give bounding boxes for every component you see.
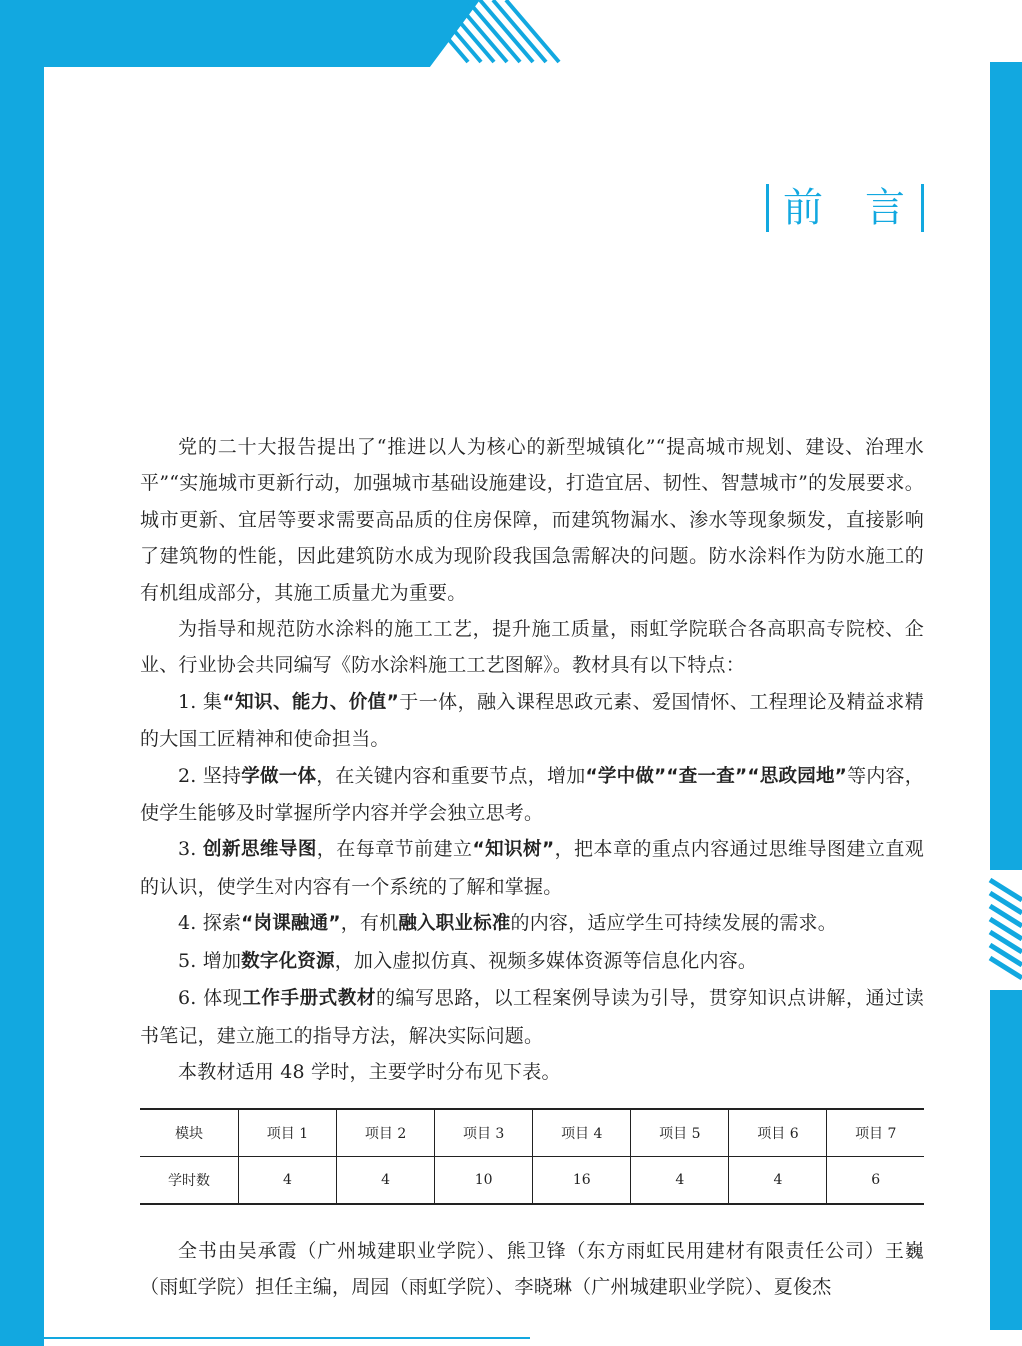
table-cell: 项目 3 <box>435 1109 533 1157</box>
feature-4-text-b: ，有机 <box>340 912 399 935</box>
feature-5-text-a: 5. 增加 <box>178 949 242 972</box>
title-char-2: 言 <box>865 185 905 231</box>
table-row <box>140 1157 924 1205</box>
table-cell: 4 <box>238 1157 336 1205</box>
table-cell: 10 <box>435 1157 533 1205</box>
feature-1-text-b: 于一体，融入课程思政元素、爱国情怀、工程理论及精益求精的大国工匠精神和使命担当。 <box>140 690 925 751</box>
table-cell: 6 <box>827 1157 924 1205</box>
table-cell: 项目 2 <box>337 1109 435 1157</box>
feature-3-bold-b: “知识树” <box>472 839 555 861</box>
feature-2-bold-b: “学中做”“查一查”“思政园地” <box>585 765 848 787</box>
feature-5-bold-a: 数字化资源 <box>241 950 335 972</box>
table-cell: 项目 6 <box>729 1109 827 1157</box>
closing-paragraph: 全书由吴承霞（广州城建职业学院）、熊卫锋（东方雨虹民用建材有限责任公司）王巍（雨虹学院）担任主编，周园（雨虹学院）、李晓琳（广州城建职业学院）、夏俊杰 <box>140 1240 924 1299</box>
closing-text <box>140 1233 924 1306</box>
page-title <box>766 184 924 232</box>
feature-4 <box>140 905 924 942</box>
table-cell: 16 <box>533 1157 631 1205</box>
feature-1-bold-a: “知识、能力、价值” <box>222 691 399 713</box>
table-cell: 学时数 <box>167 1173 210 1189</box>
feature-3-bold-a: 创新思维导图 <box>203 839 317 861</box>
feature-3-text-c: ，把本章的重点内容通过思维导图建立直观的认识，使学生对内容有一个系统的了解和掌握。 <box>140 838 924 898</box>
feature-4-text-a: 4. 探索 <box>178 912 242 935</box>
table-cell: 4 <box>631 1157 729 1205</box>
feature-3-text-b: ，在每章节前建立 <box>316 838 473 861</box>
feature-1-text-a: 1. 集 <box>178 690 223 713</box>
feature-6-bold-a: 工作手册式教材 <box>242 988 376 1010</box>
feature-4-bold-b: 融入职业标准 <box>398 913 511 935</box>
feature-3 <box>140 831 924 905</box>
table-cell: 4 <box>337 1157 435 1205</box>
table-cell: 项目 4 <box>533 1109 631 1157</box>
title-char-1: 前 <box>783 185 823 231</box>
feature-6 <box>140 980 924 1054</box>
top-right-white-block <box>565 0 1022 62</box>
bottom-left-block <box>0 1330 44 1346</box>
paragraph-1: 党的二十大报告提出了“推进以人为核心的新型城镇化”“提高城市规划、建设、治理水平”“实施城市更新行动，加强城市基础设施建设，打造宜居、韧性、智慧城市”的发展要求。城市更新、宜居等要求需要高品质的住房保障，而建筑物漏水、渗水等现象频发，直接影响了建筑物的性能，因此建筑防水成为现阶段我国急需解决的问题。防水涂料作为防水施工的有机组成部分，其施工质量尤为重要。 <box>140 436 924 604</box>
feature-6-text-a: 6. 体现 <box>178 987 243 1010</box>
table-cell: 4 <box>729 1157 827 1205</box>
table-intro: 本教材适用 48 学时，主要学时分布见下表。 <box>178 1060 561 1083</box>
paragraph-2: 为指导和规范防水涂料的施工工艺，提升施工质量，雨虹学院联合各高职高专院校、企业、行业协会共同编写《防水涂料施工工艺图解》。教材具有以下特点： <box>140 618 924 677</box>
hours-table <box>140 1108 924 1205</box>
feature-6-text-b: 的编写思路，以工程案例导读为引导，贯穿知识点讲解，通过读书笔记，建立施工的指导方法，解决实际问题。 <box>140 987 924 1047</box>
feature-2-text-a: 2. 坚持 <box>178 764 242 787</box>
feature-1 <box>140 684 924 758</box>
feature-5-text-b: ，加入虚拟仿真、视频多媒体资源等信息化内容。 <box>334 949 758 972</box>
feature-2-text-c: 等内容，使学生能够及时掌握所学内容并学会独立思考。 <box>140 764 924 825</box>
feature-2-bold-a: 学做一体 <box>241 765 317 787</box>
body-text <box>140 429 924 1090</box>
table-cell: 项目 5 <box>631 1109 729 1157</box>
feature-2 <box>140 758 924 832</box>
feature-4-bold-a: “岗课融通” <box>241 913 341 935</box>
table-header-row <box>140 1109 924 1157</box>
feature-5 <box>140 943 924 980</box>
feature-2-text-b: ，在关键内容和重要节点，增加 <box>316 764 586 787</box>
table-cell: 模块 <box>140 1109 238 1157</box>
feature-3-text-a: 3. <box>178 838 204 861</box>
table-cell: 项目 1 <box>238 1109 336 1157</box>
feature-4-text-c: 的内容，适应学生可持续发展的需求。 <box>510 912 837 935</box>
table-cell: 项目 7 <box>827 1109 924 1157</box>
